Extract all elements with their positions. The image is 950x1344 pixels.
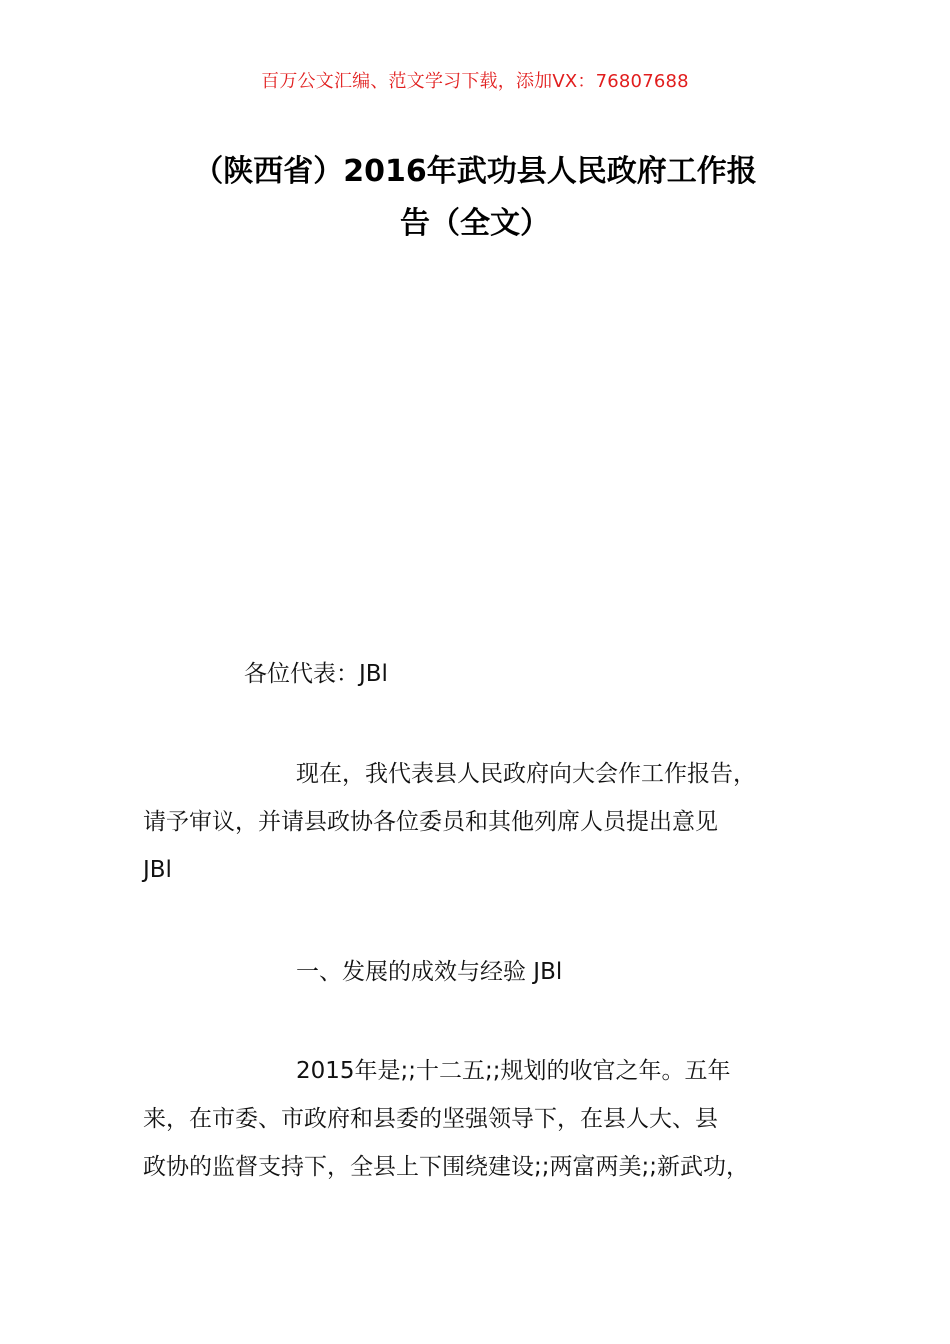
intro-line-3: JBl <box>143 857 172 883</box>
intro-paragraph <box>143 750 811 894</box>
document-title <box>140 146 810 250</box>
body-line-3: 政协的监督支持下，全县上下围绕建设;;两富两美;;新武功， <box>143 1154 749 1180</box>
body-paragraph <box>143 1047 811 1191</box>
salutation <box>143 650 811 698</box>
body-line-1: 2015年是;;十二五;;规划的收官之年。五年 <box>296 1058 731 1084</box>
document-title-line-2: 告（全文） <box>400 206 550 241</box>
intro-line-2: 请予审议，并请县政协各位委员和其他列席人员提出意见 <box>143 809 718 835</box>
watermark-header: 百万公文汇编、范文学习下载，添加VX：76807688 <box>261 71 689 92</box>
document-title-line-1: （陕西省）2016年武功县人民政府工作报 <box>193 154 757 189</box>
salutation-text: 各位代表：JBl <box>244 661 388 687</box>
section-heading <box>143 948 811 996</box>
section-heading-text: 一、发展的成效与经验 JBl <box>296 959 563 985</box>
intro-line-1: 现在，我代表县人民政府向大会作工作报告， <box>296 761 756 787</box>
body-line-2: 来，在市委、市政府和县委的坚强领导下，在县人大、县 <box>143 1106 718 1132</box>
